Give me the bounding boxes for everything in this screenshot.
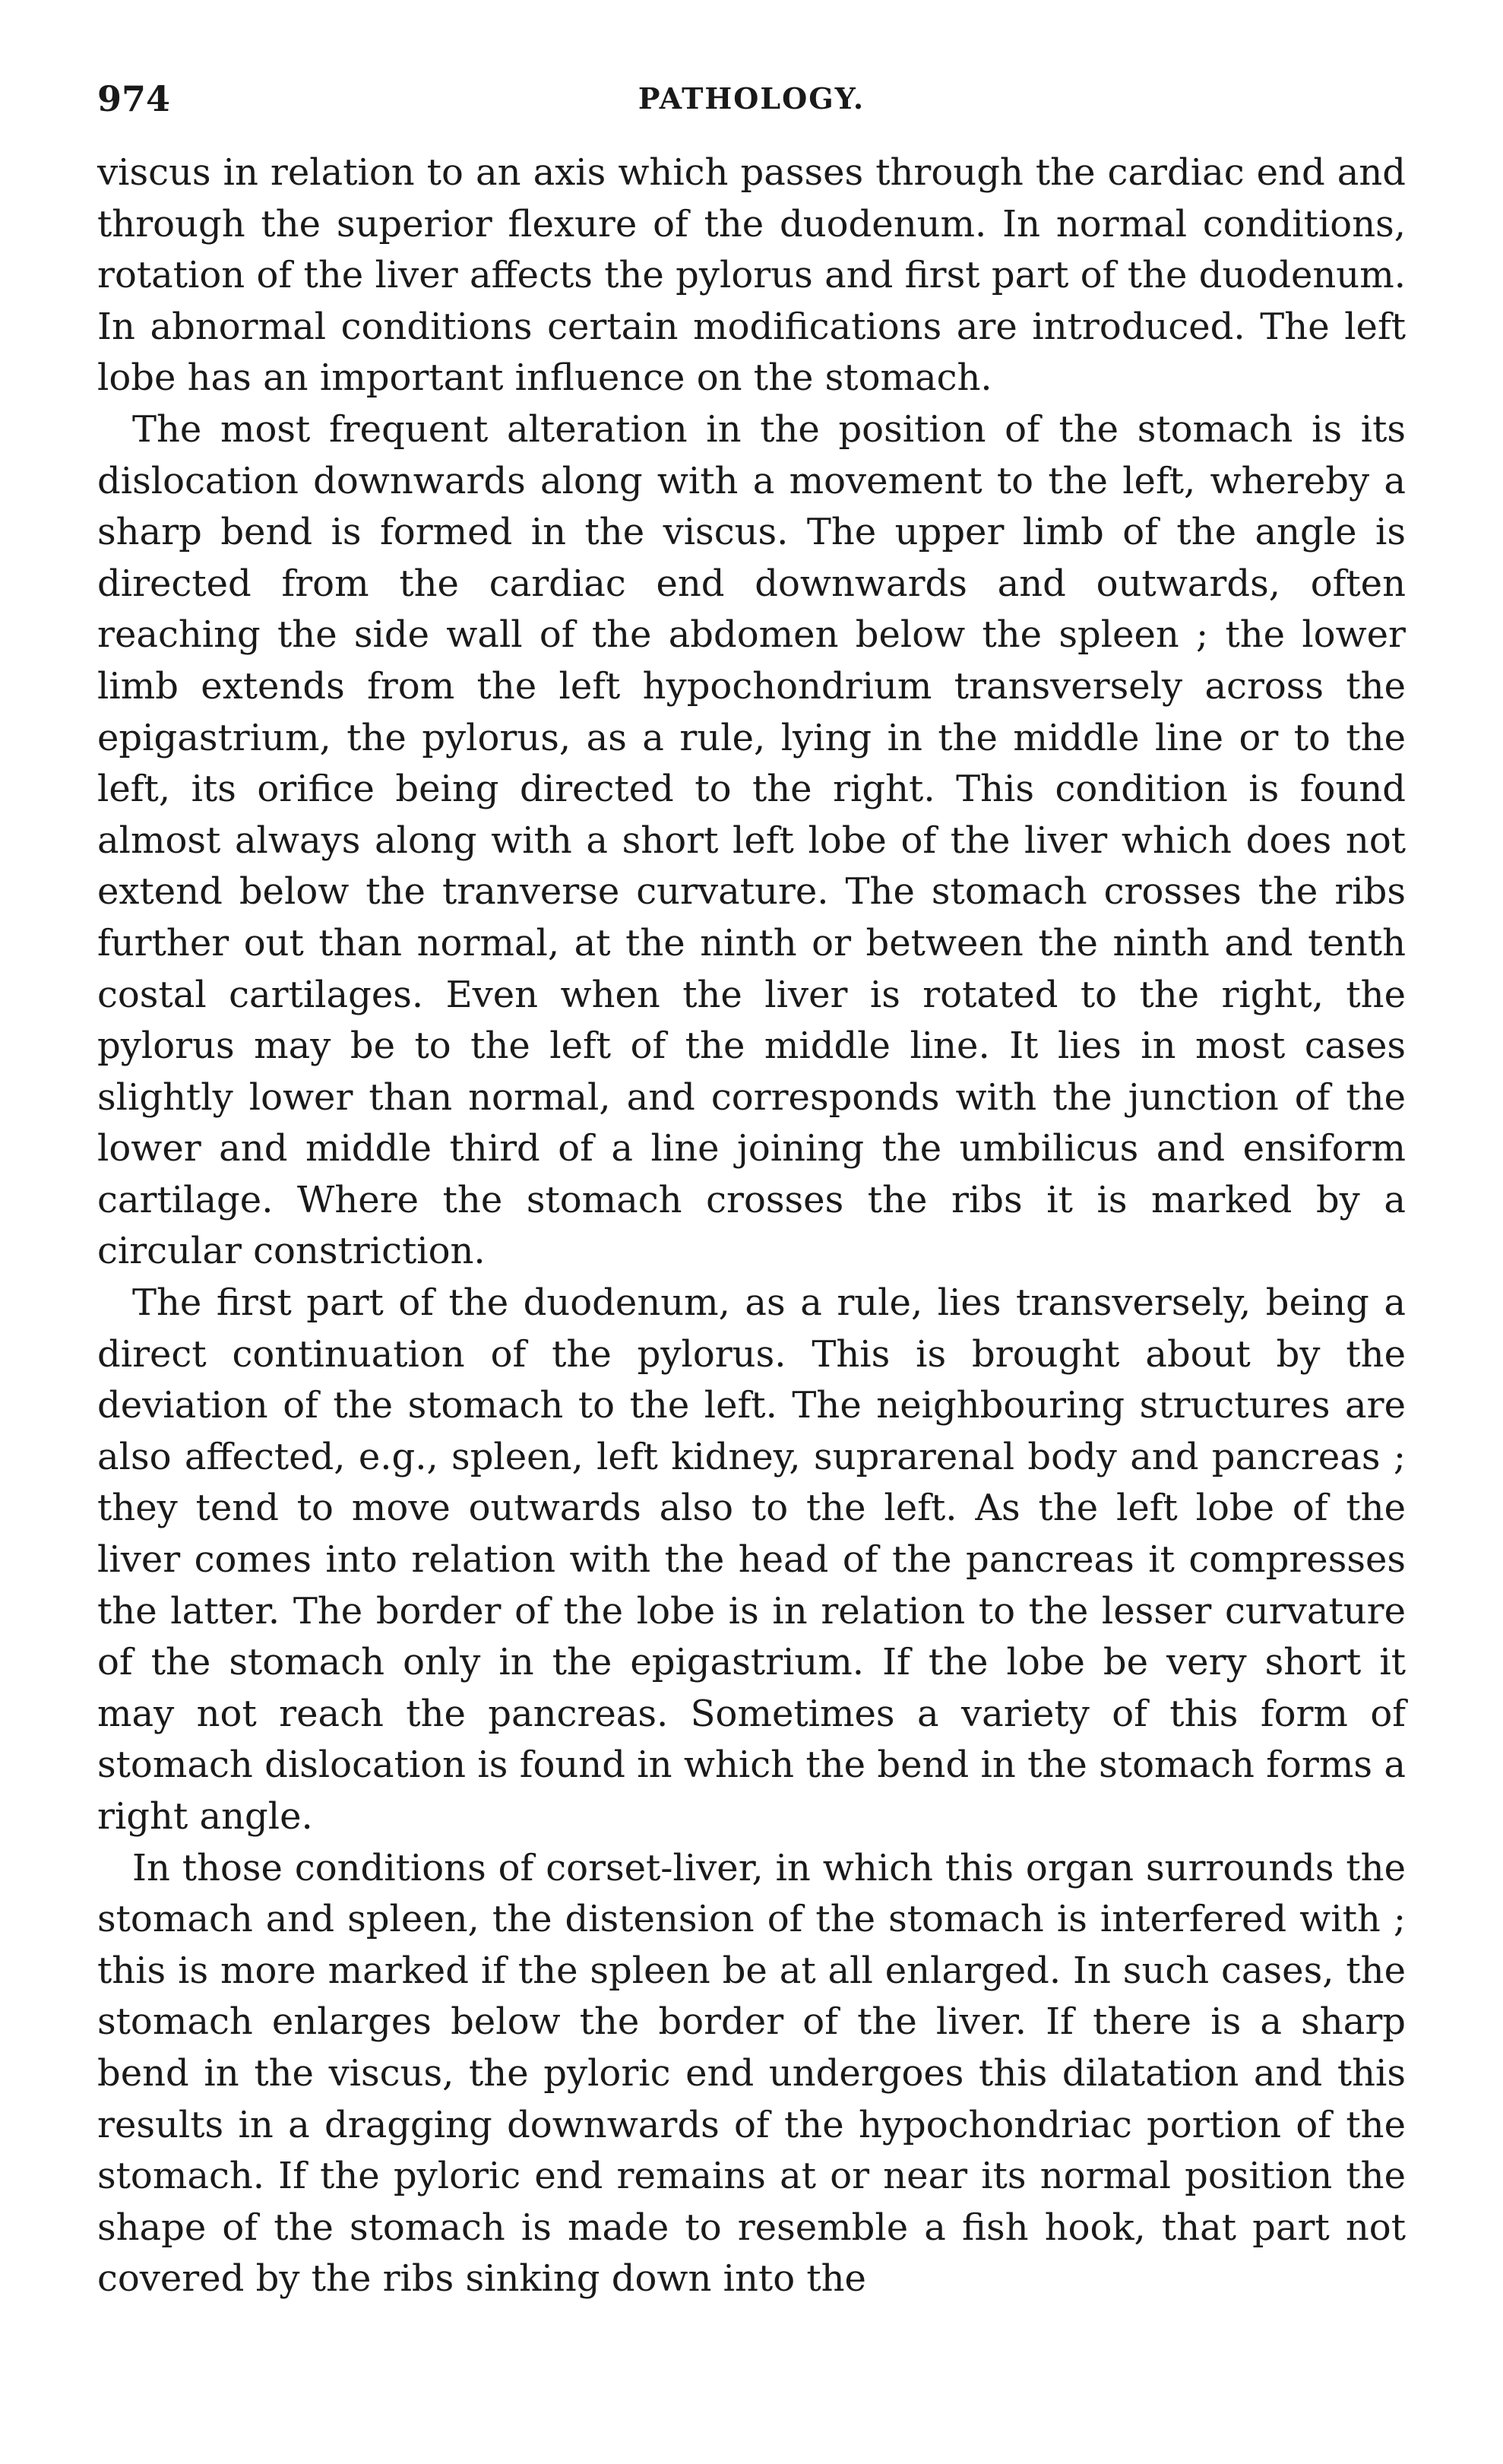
page: [97, 76, 1406, 2305]
paragraph: The first part of the duodenum, as a rule, lies transversely, being a direct continuation of the pylorus. This is brought about by the deviation of the stomach to the left. The neighbouring structures are also affected, e.g., spleen, left kidney, suprarenal body and pancreas ; they tend to move outwards also to the left. As the left lobe of the liver comes into relation with the head of the pancreas it compresses the latter. The border of the lobe is in relation to the lesser curvature of the stomach only in the epigastrium. If the lobe be very short it may not reach the pancreas. Sometimes a variety of this form of stomach dislocation is found in which the bend in the stomach forms a right angle.: [97, 1281, 1406, 1838]
page-number: 974: [97, 78, 171, 119]
paragraph: In those conditions of corset-liver, in which this organ surrounds the stomach and spleen, the distension of the stomach is interfered with ; this is more marked if the spleen be at all enlarged. In such cases, the stomach enlarges below the border of the liver. If there is a sharp bend in the viscus, the pyloric end undergoes this dilatation and this results in a dragging downwards of the hypochondriac portion of the stomach. If the pyloric end remains at or near its normal position the shape of the stomach is made to resemble a fish hook, that part not covered by the ribs sinking down into the: [97, 1846, 1406, 2301]
running-head: [97, 76, 1406, 122]
paragraph-continued: viscus in relation to an axis which passes through the cardiac end and through the superior flexure of the duodenum. In normal conditions, rotation of the liver affects the pylorus and first part of the duodenum. In abnormal conditions certain modifications are introduced. The left lobe has an important influence on the stomach.: [97, 151, 1406, 400]
running-title: PATHOLOGY.: [638, 81, 865, 116]
body-text: [97, 147, 1406, 2305]
paragraph: The most frequent alteration in the position of the stomach is its dislocation downwards along with a movement to the left, whereby a sharp bend is formed in the viscus. The upper limb of the angle is directed from the cardiac end downwards and outwards, often reaching the side wall of the abdomen below the spleen ; the lower limb extends from the left hypochondrium transversely across the epigastrium, the pylorus, as a rule, lying in the middle line or to the left, its orifice being directed to the right. This condition is found almost always along with a short left lobe of the liver which does not extend below the tranverse curvature. The stomach crosses the ribs further out than normal, at the ninth or between the ninth and tenth costal cartilages. Even when the liver is rotated to the right, the pylorus may be to the left of the middle line. It lies in most cases slightly lower than normal, and corresponds with the junction of the lower and middle third of a line joining the umbilicus and ensiform cartilage. Where the stomach crosses the ribs it is marked by a circular constriction.: [97, 407, 1406, 1273]
